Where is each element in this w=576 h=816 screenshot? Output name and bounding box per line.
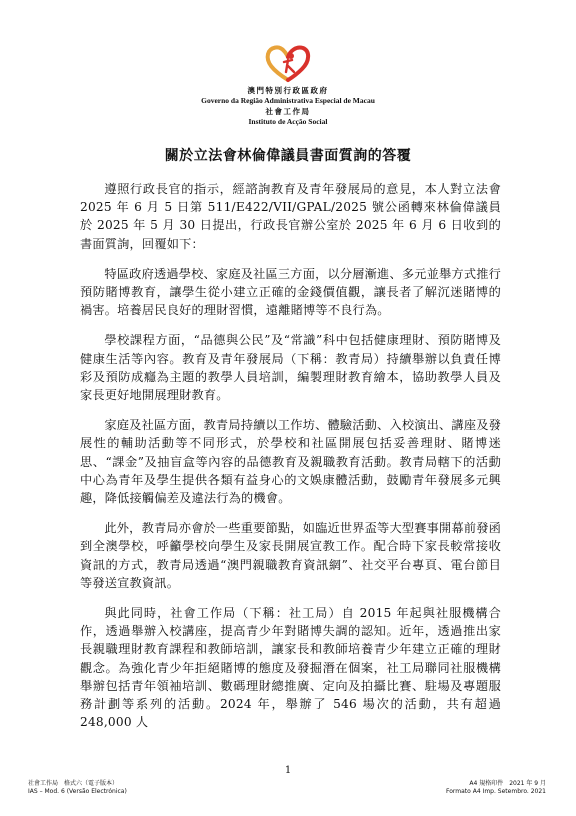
dept-name-pt: Instituto de Acção Social: [248, 117, 328, 126]
dept-name-zh: 社會工作局: [265, 107, 311, 116]
page-number: 1: [284, 765, 292, 776]
paragraph: 此外，教青局亦會於一些重要節點，如臨近世界盃等大型賽事開幕前發函到全澳學校，呼籲學校向學生及家長開展宣教工作。配合時下家長較常接收資訊的方式，教青局透過“澳門親職教育資訊網”、社交平台專頁、電台節目等發送宣教資訊。: [80, 521, 501, 590]
footer-format-zh: A4 規格印件 2021 年 9 月: [469, 780, 546, 787]
letterhead: [0, 86, 576, 127]
paragraph: 特區政府透過學校、家庭及社區三方面，以分層漸進、多元並舉方式推行預防賭博教育，讓學生從小建立正確的金錢價值觀，讓長者了解沉迷賭博的禍害。培養居民良好的理財習慣，遠離賭博等不良行為。: [80, 266, 501, 318]
paragraph: 學校課程方面，“品德與公民”及“常識”科中包括健康理財、預防賭博及健康生活等內容。教育及青年發展局（下稱：教青局）持續舉辦以負責任博彩及預防成癮為主題的教學人員培訓，編製理財教育繪本，協助教學人員及家長更好地開展理財教育。: [80, 333, 501, 403]
footer-form-zh: 社會工作局 格式六（電子版本）: [28, 780, 119, 787]
org-name-zh: 澳門特別行政區政府: [247, 86, 329, 95]
footer-right: [446, 780, 546, 796]
footer-format-pt: Formato A4 Imp. Setembro. 2021: [446, 788, 546, 795]
paragraph: 家庭及社區方面，教青局持續以工作坊、體驗活動、入校演出、講座及發展性的輔助活動等不同形式，於學校和社區開展包括妥善理財、賭博迷思、“課金”及抽盲盒等內容的品德教育及親職教育活動。教青局轄下的活動中心為青年及學生提供各類有益身心的文娛康體活動，鼓勵青年發展多元興趣，降低接觸偏差及違法行為的機會。: [80, 418, 501, 506]
org-name-pt: Governo da Região Administrativa Especial de Macau: [201, 96, 375, 105]
paragraph: 與此同時，社會工作局（下稱：社工局）自 2015 年起與社服機構合作，透過舉辦入校講座，提高青少年對賭博失調的認知。近年，透過推出家長親職理財教育課程和教師培訓，讓家長和教師培養青少年建立正確的理財觀念。為強化青少年拒絕賭博的態度及發掘潛在個案，社工局聯同社服機構舉辦包括青年領袖培訓、數碼理財總推廣、定向及拍攝比賽、駐場及專題服務計劃等系列的活動。2024 年，舉辦了 546 場次的活動，共有超過 248,000 人: [80, 606, 501, 730]
ias-heart-logo-icon: [262, 42, 314, 84]
paragraph: 遵照行政長官的指示，經諮詢教育及青年發展局的意見，本人對立法會 2025 年 6 月 5 日第 511/E422/VII/GPAL/2025 號公函轉來林倫偉議員於 2025 年 5 月 30 日提出，行政長官辦公室於 2025 年 6 月 6 日收到的書面質詢，回覆如下：: [80, 182, 501, 251]
footer-left: [28, 780, 127, 796]
footer-form-pt: IAS – Mod. 6 (Versão Electrónica): [28, 788, 127, 795]
document-body: [80, 180, 501, 743]
document-title: 關於立法會林倫偉議員書面質詢的答覆: [164, 148, 412, 164]
